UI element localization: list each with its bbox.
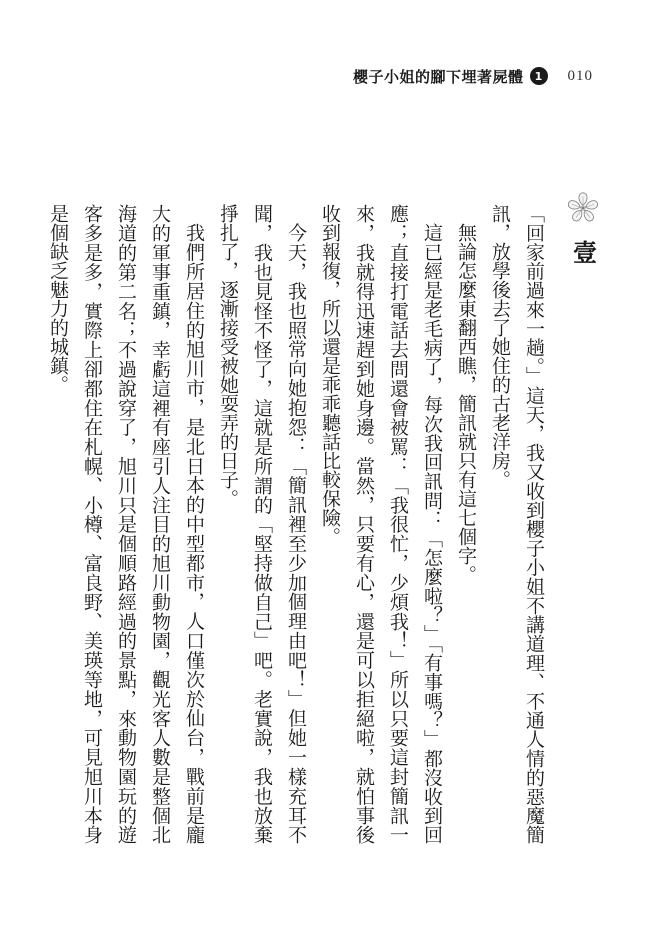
paragraph: 這已經是老毛病了，每次我回訊問：「怎麼啦？」「有事嗎？」都沒收到回應；直接打電話去問還會被罵：「我很忙，少煩我！」所以只要這封簡訊一來，我就得迅速趕到她身邊。當然，只要有心，還是可以拒絕啦，就怕事後收到報復，所以還是乖乖聽話比較保險。 bbox=[319, 204, 443, 844]
page-number: 010 bbox=[567, 67, 593, 84]
cherry-blossom-icon bbox=[565, 190, 601, 226]
body-text bbox=[47, 204, 551, 844]
paragraph: 無論怎麼東翻西瞧，簡訊就只有這七個字。 bbox=[455, 223, 477, 584]
chapter-number: 壹 bbox=[568, 240, 598, 264]
volume-badge: 1 bbox=[530, 67, 548, 85]
book-title: 櫻子小姐的腳下埋著屍體 bbox=[352, 67, 524, 86]
running-head bbox=[353, 64, 593, 88]
paragraph: 「回家前過來一趟。」這天，我又收到櫻子小姐不講道理、不通人情的惡魔簡訊，放學後去了她住的古老洋房。 bbox=[489, 204, 545, 844]
paragraph: 我們所居住的旭川市，是北日本的中型都市，人口僅次於仙台，戰前是龐大的軍事重鎮，幸虧這裡有座引人注目的旭川動物園，觀光客人數是整個北海道的第二名；不過說穿了，旭川只是個順路經過的景點，來動物園玩的遊客多是多，實際上卻都住在札幌、小樽、富良野、美瑛等地，可見旭川本身是個缺乏魅力的城鎮。 bbox=[47, 204, 205, 844]
chapter-heading bbox=[561, 190, 605, 264]
paragraph: 今天，我也照常向她抱怨：「簡訊裡至少加個理由吧！」但她一樣充耳不聞，我也見怪不怪了，這就是所謂的「堅持做自己」吧。老實說，我也放棄掙扎了，逐漸接受被她耍弄的日子。 bbox=[217, 204, 307, 844]
